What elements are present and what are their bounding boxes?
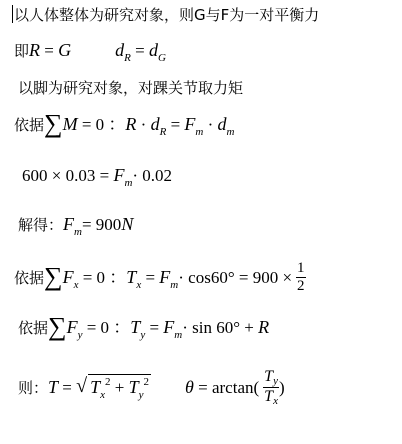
line-whole-body-equilibrium <box>14 5 319 25</box>
line-solve-fm: 解得：$F_m= 900N$ <box>18 214 134 238</box>
line-4-prefix: 依据 <box>14 116 45 134</box>
line-r-equals-g: 即R = G $d_R = d_G$ <box>14 40 166 64</box>
fraction-ty-over-tx: $\frac{T_y}{T_x}$ <box>264 368 278 407</box>
line-3-text: 以脚为研究对象，对踝关节取力矩 <box>18 79 244 97</box>
line-result: 则：T = √ $T_x^2 + T_y^2$ θ = arctan( $\frac{T_y}{T_x}$ ) <box>18 368 285 407</box>
line-8-prefix: 依据 <box>18 319 49 337</box>
square-root: √ $T_x^2 + T_y^2$ <box>76 375 150 402</box>
line-numeric-substitution: $600 \times 0.03 = F_m\cdot 0.02$ <box>22 165 173 189</box>
line-9-prefix: 则： <box>18 379 49 398</box>
line-foot-moment <box>18 78 243 98</box>
line-6-value: = 900 <box>81 215 122 234</box>
line-7-prefix: 依据 <box>14 269 45 288</box>
line-5-numbers: 600 × 0.03 = <box>22 166 114 185</box>
line-1-text: 以人体整体为研究对象，则G与F为一对平衡力 <box>14 6 320 24</box>
line-fy-equilibrium: 依据$\sum F_y = 0$ ：$T_y = F_m\cdot \sin 60^\circ + R$ <box>18 312 270 341</box>
fraction-one-half: $\frac{1}{2}$ <box>297 260 305 294</box>
line-6-prefix: 解得： <box>18 216 64 234</box>
line-7-value: · cos60° = 900 × <box>178 268 293 288</box>
line-6-unit: N <box>121 214 134 234</box>
line-moment-equation: 依据∑M = 0 ：$R \cdot d_R = F_m \cdot d_m$ <box>14 109 235 138</box>
line-8-value: · sin 60° + <box>182 318 259 337</box>
line-fx-equilibrium: 依据$\sum F_x = 0$ ：$T_x = F_m\cdot \cos 60^\circ = 900$ × $\frac{1}{2}$ <box>14 260 305 294</box>
line-5-tail: · 0.02 <box>132 166 173 185</box>
text-cursor <box>12 5 13 23</box>
line-2-prefix: 即 <box>14 42 30 60</box>
